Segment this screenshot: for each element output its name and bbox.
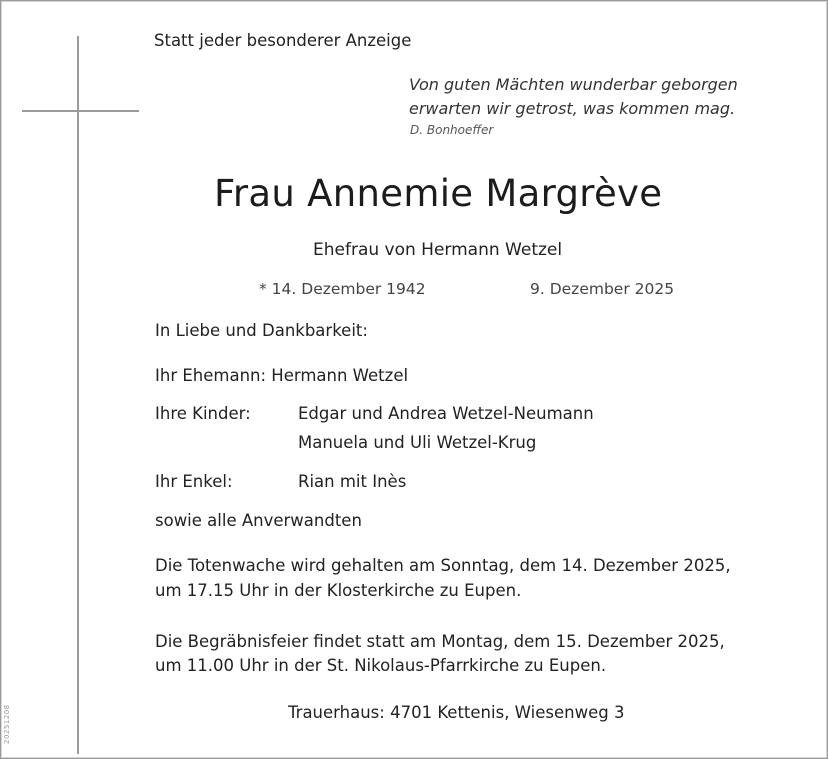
wake-line-2: um 17.15 Uhr in der Klosterkirche zu Eupen. — [155, 581, 522, 600]
funeral-line-2: um 11.00 Uhr in der St. Nikolaus-Pfarrkirche zu Eupen. — [155, 656, 607, 675]
mourning-house-address: Trauerhaus: 4701 Kettenis, Wiesenweg 3 — [288, 703, 625, 722]
relatives-line: sowie alle Anverwandten — [155, 511, 362, 530]
children-label: Ihre Kinder: — [155, 404, 251, 423]
grandchild-line: Rian mit Inès — [298, 472, 407, 491]
deceased-subtitle: Ehefrau von Hermann Wetzel — [313, 240, 563, 260]
quote-author: D. Bonhoeffer — [410, 123, 494, 137]
deceased-name: Frau Annemie Margrève — [214, 172, 663, 215]
children-line-1: Edgar und Andrea Wetzel-Neumann — [298, 404, 594, 423]
husband-line: Ihr Ehemann: Hermann Wetzel — [155, 366, 409, 385]
wake-line-1: Die Totenwache wird gehalten am Sonntag, dem 14. Dezember 2025, — [155, 556, 731, 575]
funeral-line-1: Die Begräbnisfeier findet statt am Montag, dem 15. Dezember 2025, — [155, 632, 725, 651]
mourners-intro: In Liebe und Dankbarkeit: — [155, 321, 368, 340]
birth-date: * 14. Dezember 1942 — [259, 280, 426, 298]
quote-line-1: Von guten Mächten wunderbar geborgen — [409, 75, 738, 94]
intro-text: Statt jeder besonderer Anzeige — [154, 31, 412, 50]
death-date: 9. Dezember 2025 — [530, 280, 675, 298]
quote-line-2: erwarten wir getrost, was kommen mag. — [409, 99, 736, 118]
cross-horizontal-bar — [22, 110, 139, 112]
grandchild-label: Ihr Enkel: — [155, 472, 233, 491]
cross-vertical-bar — [77, 36, 79, 754]
children-line-2: Manuela und Uli Wetzel-Krug — [298, 433, 537, 452]
side-code: 20251208 — [3, 704, 11, 744]
